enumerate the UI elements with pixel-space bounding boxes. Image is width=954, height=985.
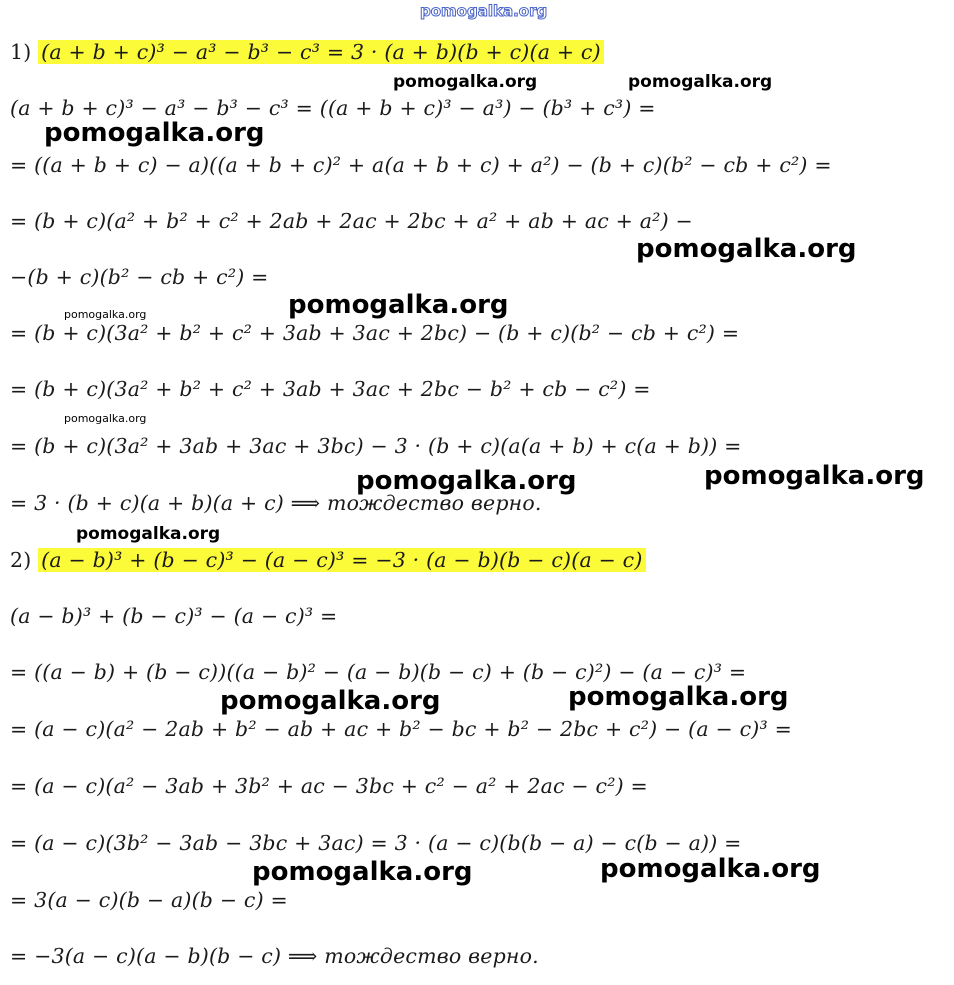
problem2-number: 2): [10, 548, 32, 572]
problem1-statement-line: [10, 37, 604, 67]
watermark: pomogalka.org: [628, 72, 773, 92]
watermark: pomogalka.org: [44, 118, 265, 148]
p1-line-3: = (b + c)(a² + b² + c² + 2ab + 2ac + 2bc + a² + ab + ac + a²) −: [10, 209, 693, 233]
watermark: pomogalka.org: [704, 461, 925, 491]
p2-line-7: = −3(a − c)(a − b)(b − c) ⟹ тождество верно.: [10, 944, 539, 968]
watermark: pomogalka.org: [600, 854, 821, 884]
p2-line-5: = (a − c)(3b² − 3ab − 3bc + 3ac) = 3 · (a − c)(b(b − a) − c(b − a)) =: [10, 831, 742, 855]
watermark: pomogalka.org: [568, 682, 789, 712]
p1-line-8: = 3 · (b + c)(a + b)(a + c) ⟹ тождество верно.: [10, 491, 542, 515]
problem2-statement: (a − b)³ + (b − c)³ − (a − c)³ = −3 · (a − b)(b − c)(a − c): [38, 548, 645, 572]
watermark: pomogalka.org: [356, 466, 577, 496]
watermark: pomogalka.org: [636, 234, 857, 264]
watermark: pomogalka.org: [288, 290, 509, 320]
watermark: pomogalka.org: [252, 857, 473, 887]
p2-line-3: = (a − c)(a² − 2ab + b² − ab + ac + b² − bc + b² − 2bc + c²) − (a − c)³ =: [10, 717, 792, 741]
problem2-statement-line: [10, 545, 646, 575]
watermark: pomogalka.org: [76, 524, 221, 544]
watermark: pomogalka.org: [64, 412, 147, 425]
p2-line-1: (a − b)³ + (b − c)³ − (a − c)³ =: [10, 604, 338, 628]
p1-line-4: −(b + c)(b² − cb + c²) =: [10, 265, 269, 289]
watermark: pomogalka.org: [220, 686, 441, 716]
p2-line-6: = 3(a − c)(b − a)(b − c) =: [10, 888, 288, 912]
p2-line-4: = (a − c)(a² − 3ab + 3b² + ac − 3bc + c² − a² + 2ac − c²) =: [10, 774, 648, 798]
p1-line-6: = (b + c)(3a² + b² + c² + 3ab + 3ac + 2bc − b² + cb − c²) =: [10, 377, 651, 401]
p1-line-1: (a + b + c)³ − a³ − b³ − c³ = ((a + b + c)³ − a³) − (b³ + c³) =: [10, 96, 656, 120]
top-watermark: pomogalka.org: [420, 2, 548, 20]
p1-line-5: = (b + c)(3a² + b² + c² + 3ab + 3ac + 2bc) − (b + c)(b² − cb + c²) =: [10, 321, 740, 345]
watermark: pomogalka.org: [64, 308, 147, 321]
watermark: pomogalka.org: [393, 72, 538, 92]
p1-line-2: = ((a + b + c) − a)((a + b + c)² + a(a + b + c) + a²) − (b + c)(b² − cb + c²) =: [10, 153, 832, 177]
problem1-statement: (a + b + c)³ − a³ − b³ − c³ = 3 · (a + b)(b + c)(a + c): [38, 40, 604, 64]
problem1-number: 1): [10, 40, 32, 64]
p1-line-7: = (b + c)(3a² + 3ab + 3ac + 3bc) − 3 · (b + c)(a(a + b) + c(a + b)) =: [10, 434, 742, 458]
p2-line-2: = ((a − b) + (b − c))((a − b)² − (a − b)(b − c) + (b − c)²) − (a − c)³ =: [10, 660, 747, 684]
